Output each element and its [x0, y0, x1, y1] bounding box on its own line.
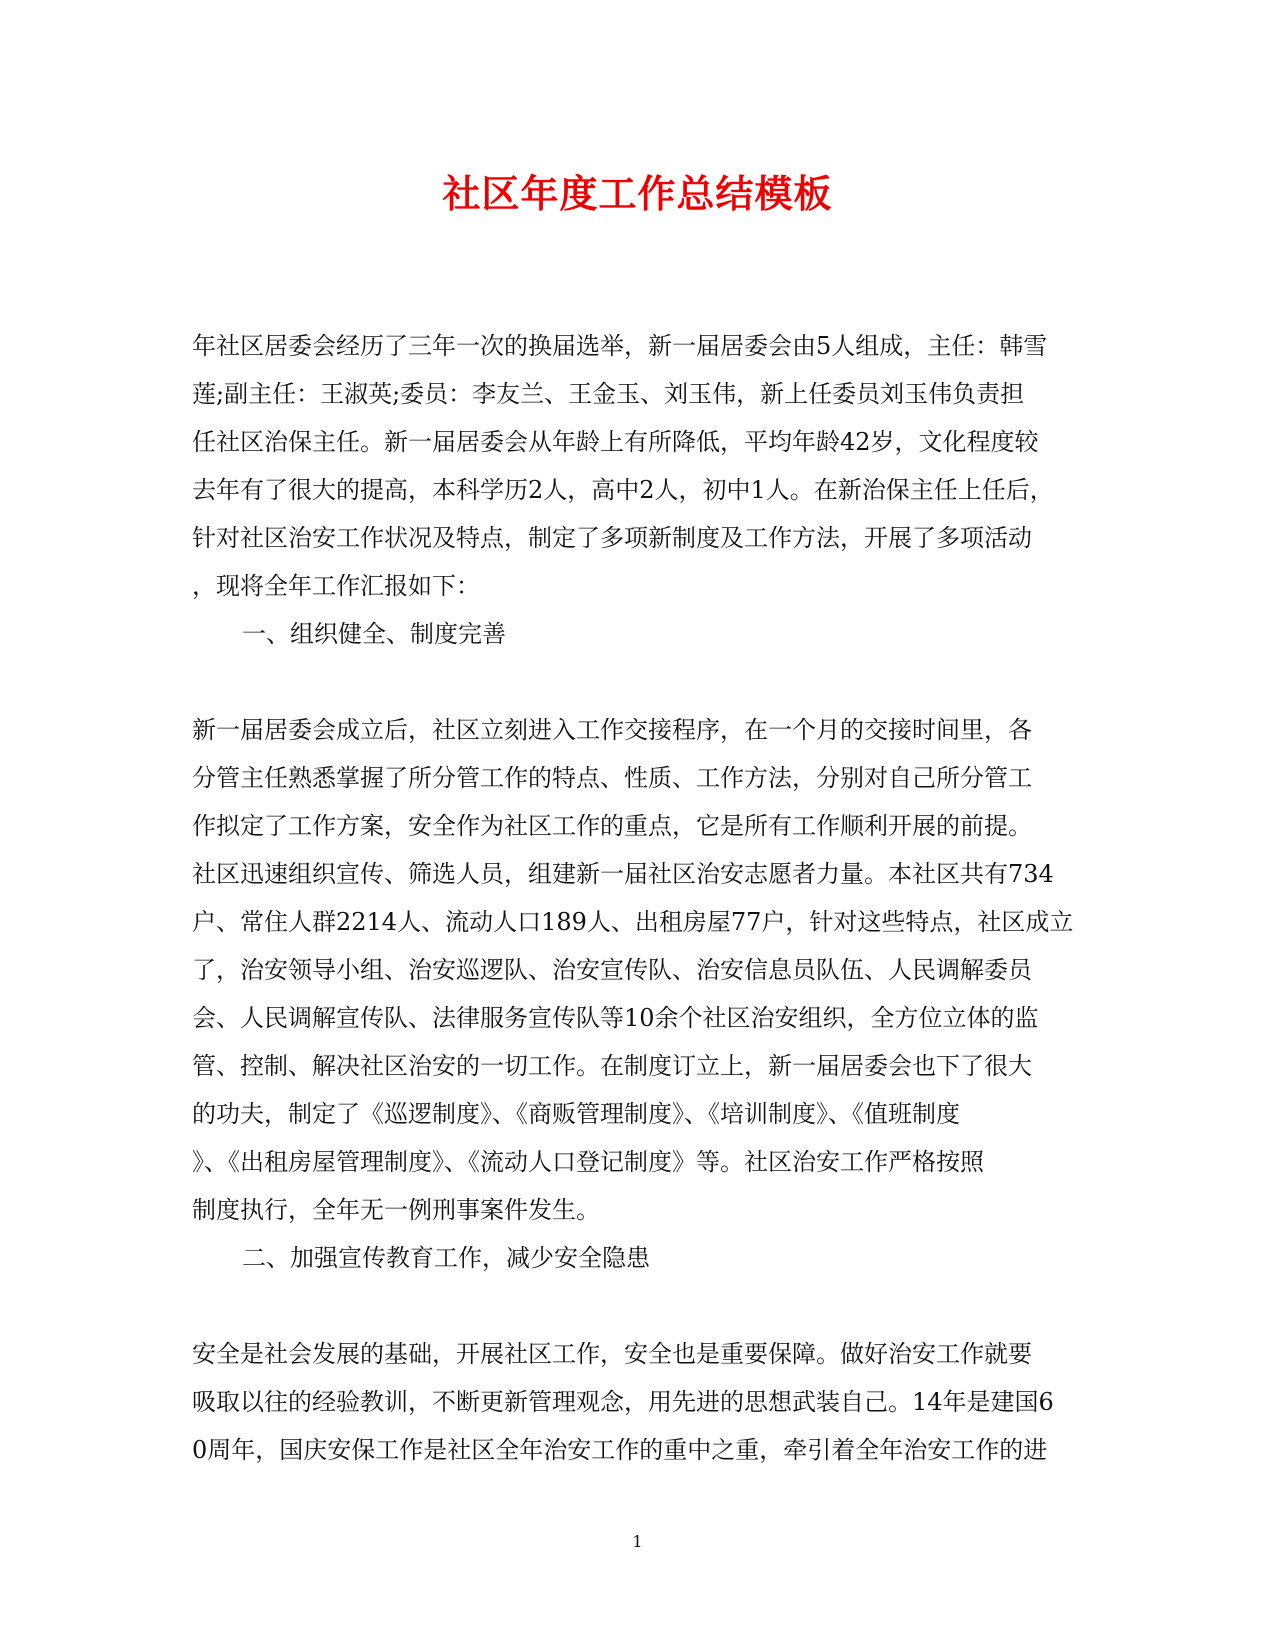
paragraph-line: 社区迅速组织宣传、筛选人员，组建新一届社区治安志愿者力量。本社区共有734 [192, 860, 1054, 888]
paragraph-line: 作拟定了工作方案，安全作为社区工作的重点，它是所有工作顺利开展的前提。 [192, 812, 1032, 840]
paragraph-line: 任社区治保主任。新一届居委会从年龄上有所降低，平均年龄42岁，文化程度较 [192, 428, 1039, 456]
section-heading: 二、加强宣传教育工作，减少安全隐患 [242, 1244, 650, 1272]
paragraph-line: 0周年，国庆安保工作是社区全年治安工作的重中之重，牵引着全年治安工作的进 [192, 1436, 1048, 1464]
paragraph-line: 安全是社会发展的基础，开展社区工作，安全也是重要保障。做好治安工作就要 [192, 1340, 1032, 1368]
paragraph-line: 制度执行，全年无一例刑事案件发生。 [192, 1196, 600, 1224]
paragraph-line: 针对社区治安工作状况及特点，制定了多项新制度及工作方法，开展了多项活动 [192, 524, 1032, 552]
paragraph-line: 去年有了很大的提高，本科学历2人，高中2人，初中1人。在新治保主任上任后， [192, 476, 1054, 504]
page-number: 1 [632, 1532, 643, 1551]
paragraph-line: 莲;副主任：王淑英;委员：李友兰、王金玉、刘玉伟，新上任委员刘玉伟负责担 [192, 380, 1025, 408]
paragraph-line: 的功夫，制定了《巡逻制度》、《商贩管理制度》、《培训制度》、《值班制度 [192, 1100, 960, 1128]
paragraph-line: 吸取以往的经验教训，不断更新管理观念，用先进的思想武装自己。14年是建国6 [192, 1388, 1054, 1416]
blank-line [192, 1282, 1080, 1330]
section-heading: 一、组织健全、制度完善 [242, 620, 506, 648]
paragraph-line: 》、《出租房屋管理制度》、《流动人口登记制度》等。社区治安工作严格按照 [192, 1148, 984, 1176]
paragraph-line: 年社区居委会经历了三年一次的换届选举，新一届居委会由5人组成，主任：韩雪 [192, 332, 1048, 360]
paragraph-line: 了，治安领导小组、治安巡逻队、治安宣传队、治安信息员队伍、人民调解委员 [192, 956, 1032, 984]
paragraph-line: 分管主任熟悉掌握了所分管工作的特点、性质、工作方法，分别对自己所分管工 [192, 764, 1032, 792]
document-title: 社区年度工作总结模板 [442, 171, 833, 216]
paragraph-line: 新一届居委会成立后，社区立刻进入工作交接程序，在一个月的交接时间里，各 [192, 716, 1032, 744]
paragraph-line: 会、人民调解宣传队、法律服务宣传队等10余个社区治安组织，全方位立体的监 [192, 1004, 1039, 1032]
paragraph-line: ，现将全年工作汇报如下： [192, 572, 480, 600]
blank-line [192, 658, 1080, 706]
paragraph-line: 户、常住人群2214人、流动人口189人、出租房屋77户，针对这些特点，社区成立 [192, 908, 1074, 936]
paragraph-line: 管、控制、解决社区治安的一切工作。在制度订立上，新一届居委会也下了很大 [192, 1052, 1032, 1080]
document-body [192, 322, 1080, 1474]
